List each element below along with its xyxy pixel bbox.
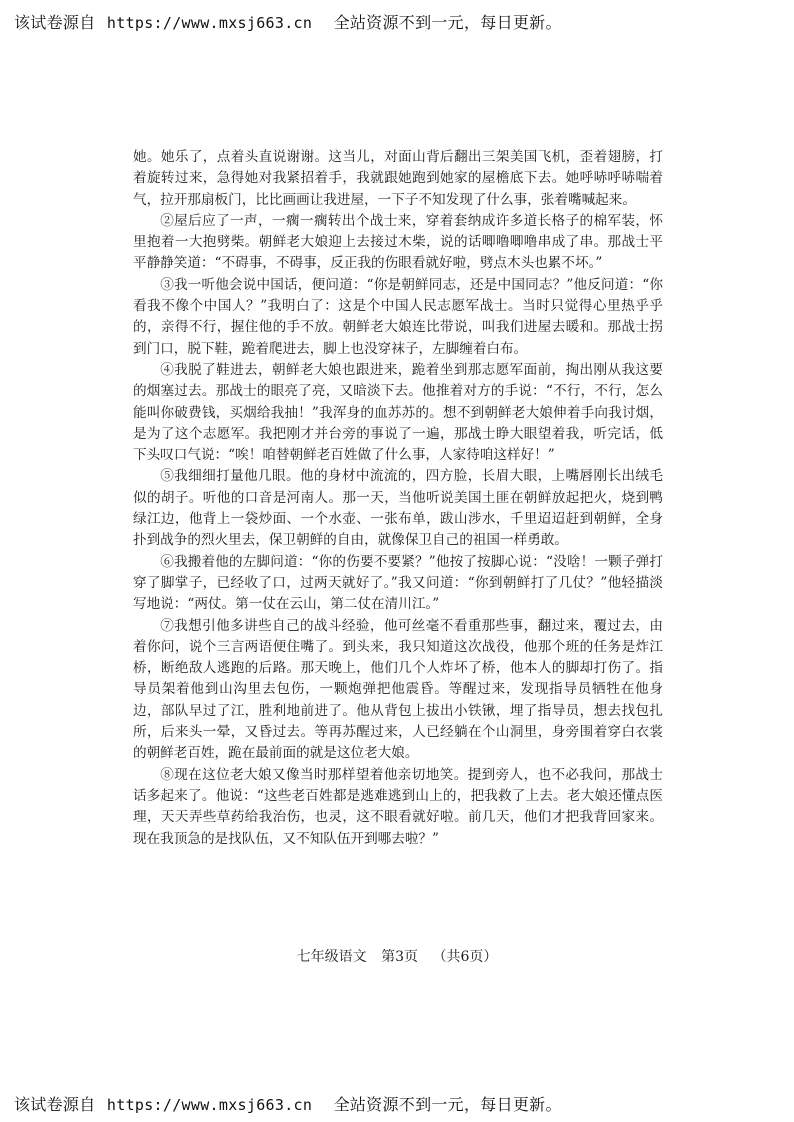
banner-prefix: 该试卷源自 (14, 1095, 96, 1114)
banner-prefix: 该试卷源自 (14, 13, 96, 32)
banner-url-link[interactable]: https://www.mxsj663.cn (106, 14, 313, 32)
banner-suffix: 全站资源不到一元，每日更新。 (333, 13, 562, 32)
paragraph-continued: 她。她乐了，点着头直说谢谢。这当儿，对面山背后翻出三架美国飞机，歪着翅膀，打着旋转过来，急得她对我紧招着手，我就跟她跑到她家的屋檐底下去。她呼哧呼哧喘着气，拉开那扇板门，比比画画让我进屋，一下子不知发现了什么事，张着嘴喊起来。 (133, 149, 663, 208)
banner-suffix: 全站资源不到一元，每日更新。 (333, 1095, 562, 1114)
article-body (133, 147, 663, 850)
banner-url-link[interactable]: https://www.mxsj663.cn (106, 1096, 313, 1114)
paragraph-7: ⑦我想引他多讲些自己的战斗经验，他可丝毫不看重那些事，翻过来，覆过去，由着你问，说个三言两语便住嘴了。到头来，我只知道这次战役，他那个班的任务是炸江桥，断绝敌人逃跑的后路。那天晚上，他们几个人炸坏了桥，他本人的脚却打伤了。指导员架着他到山沟里去包伤，一颗炮弹把他震昏。等醒过来，发现指导员牺牲在他身边，部队早过了江，胜利地前进了。他从背包上拔出小铁锹，埋了指导员，想去找包扎所，后来头一晕，又昏过去。等再苏醒过来，人已经躺在个山洞里，身旁围着穿白衣裳的朝鲜老百姓，跪在最前面的就是这位老大娘。 (133, 617, 663, 762)
footer-subject: 七年级语文 (296, 949, 367, 965)
paragraph-8: ⑧现在这位老大娘又像当时那样望着他亲切地笑。提到旁人，也不必我问，那战士话多起来了。他说：“这些老百姓都是逃难逃到山上的，把我救了上去。老大娘还懂点医理，天天弄些草药给我治伤，也灵，这不眼看就好啦。前几天，他们才把我背回家来。现在我顶急的是找队伍，又不知队伍开到哪去啦？” (133, 766, 663, 847)
paragraph-5: ⑤我细细打量他几眼。他的身材中流流的，四方脸，长眉大眼，上嘴唇刚长出绒毛似的胡子。听他的口音是河南人。那一天，当他听说美国土匪在朝鲜放起把火，烧到鸭绿江边，他背上一袋炒面、一个水壶、一张布单，跋山涉水，千里迢迢赶到朝鲜，全身扑到战争的烈火里去，保卫朝鲜的自由，就像保卫自己的祖国一样勇敢。 (133, 468, 663, 549)
footer-banner (14, 1092, 562, 1115)
paragraph-4: ④我脱了鞋进去，朝鲜老大娘也跟进来，跪着坐到那志愿军面前，掏出刚从我这要的烟塞过去。那战士的眼亮了亮，又暗淡下去。他推着对方的手说：“不行，不行，怎么能叫你破费钱，买烟给我抽！”我浑身的血苏苏的。想不到朝鲜老大娘伸着手向我讨烟，是为了这个志愿军。我把刚才并台旁的事说了一遍，那战士睁大眼望着我，听完话，低下头叹口气说：“唉！咱替朝鲜老百姓做了什么事，人家待咱这样好！” (133, 361, 663, 464)
paragraph-2: ②屋后应了一声，一瘸一瘸转出个战士来，穿着套纳成许多道长格子的棉军装，怀里抱着一大抱劈柴。朝鲜老大娘迎上去接过木柴，说的话唧噜唧噜串成了串。那战士平平静静笑道：“不碍事，不碍事，反正我的伤眼看就好啦，劈点木头也累不坏。” (133, 212, 663, 272)
footer-page-number: 第3页 (381, 949, 418, 965)
header-banner (14, 10, 562, 33)
paragraph-3: ③我一听他会说中国话，便问道：“你是朝鲜同志，还是中国同志？”他反问道：“你看我不像个中国人？”我明白了：这是个中国人民志愿军战士。当时只觉得心里热乎乎的，亲得不行，握住他的手不放。朝鲜老大娘连比带说，叫我们进屋去暖和。那战士拐到门口，脱下鞋，跪着爬进去，脚上也没穿袜子，左脚缠着白布。 (133, 276, 663, 357)
paragraph-6: ⑥我搬着他的左脚问道：“你的伤要不要紧？”他按了按脚心说：“没啥！一颗子弹打穿了脚掌子，已经收了口，过两天就好了。”我又问道：“你到朝鲜打了几仗？”他轻描淡写地说：“两仗。第一仗在云山，第二仗在清川江。” (133, 553, 663, 613)
page-footer (0, 946, 794, 966)
footer-total-pages: （共6页） (432, 949, 498, 965)
